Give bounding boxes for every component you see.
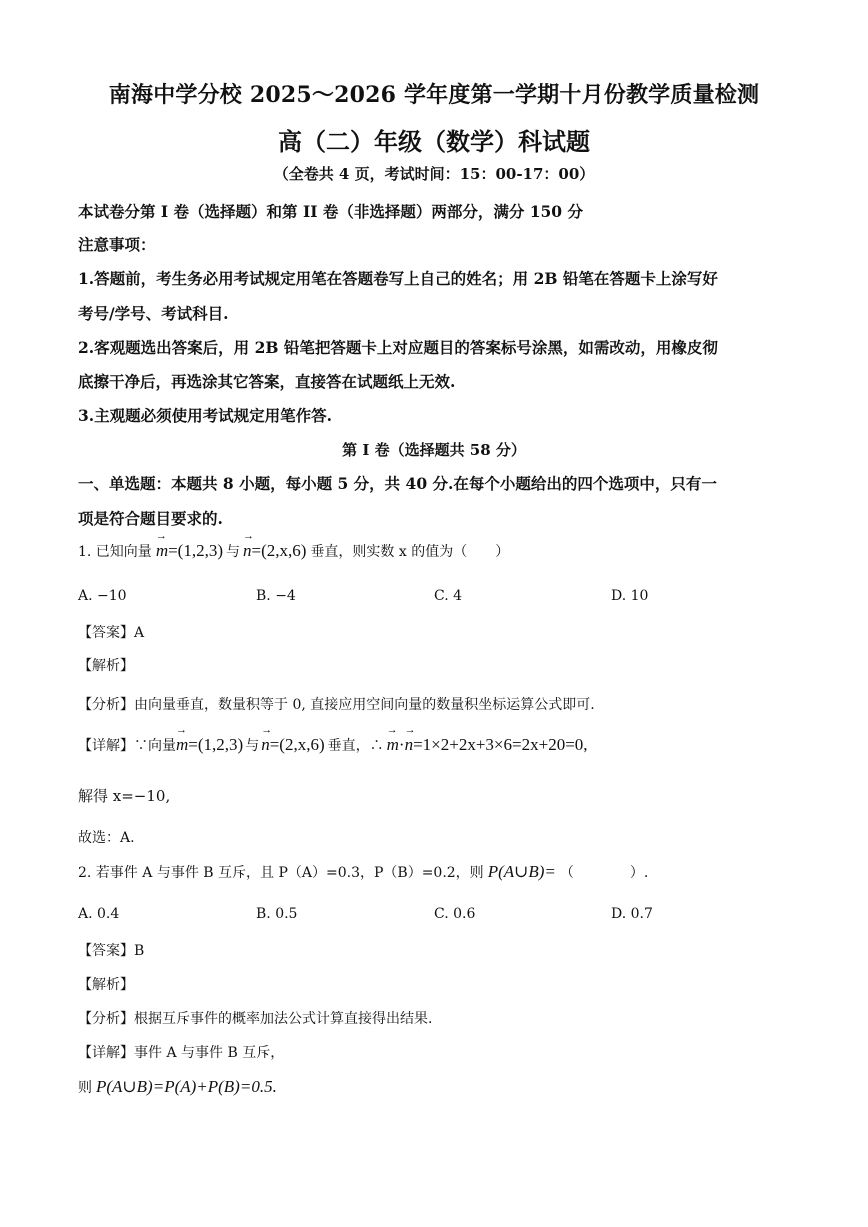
- q1-analysis: 【分析】由向量垂直，数量积等于 0, 直接应用空间向量的数量积坐标运算公式即可.: [78, 697, 595, 713]
- exam-note: （全卷共 4 页，考试时间：15：00-17：00）: [273, 165, 595, 183]
- q1-detail-m-value: =(1,2,3): [188, 735, 244, 754]
- instruction-1-line1: 1.答题前，考生务必用考试规定用笔在答题卷写上自己的姓名；用 2B 铅笔在答题卡上涂写好: [78, 269, 718, 288]
- vector-m: → m: [156, 541, 168, 561]
- vector-n-dot: → n: [405, 735, 414, 755]
- q1-detail-n-value: =(2,x,6): [269, 735, 325, 754]
- q1-n-value: =(2,x,6): [251, 541, 307, 560]
- q1-choose: 故选：A.: [78, 830, 135, 846]
- q1-detail-prefix: 【详解】∵向量: [78, 738, 176, 754]
- q1-stem: [78, 541, 509, 561]
- instruction-3: 3.主观题必须使用考试规定用笔作答.: [78, 406, 333, 425]
- q1-analysis-label: 【解析】: [78, 658, 134, 674]
- vector-m-dot: → m: [387, 735, 399, 755]
- q2-analysis: 【分析】根据互斥事件的概率加法公式计算直接得出结果.: [78, 1011, 433, 1027]
- q1-suffix: 垂直，则实数 x 的值为（ ）: [310, 544, 510, 560]
- q1-prefix: 1. 已知向量: [78, 544, 152, 560]
- q1-option-a: A. −10: [78, 588, 127, 604]
- q1-solve: 解得 x=−10,: [78, 787, 171, 805]
- q2-option-c: C. 0.6: [434, 906, 476, 922]
- q2-result: P(A∪B)=P(A)+P(B)=0.5.: [96, 1077, 277, 1096]
- section-heading-line1: 一、单选题：本题共 8 小题，每小题 5 分，共 40 分.在每个小题给出的四个选项中，只有一: [78, 474, 717, 493]
- q1-detail: [78, 735, 588, 755]
- q1-m-value: =(1,2,3): [168, 541, 224, 560]
- q1-option-b: B. −4: [256, 588, 296, 604]
- q2-stem: [78, 862, 648, 882]
- instructions-heading: 注意事项：: [78, 235, 156, 254]
- q2-result-row: [78, 1077, 277, 1097]
- instruction-1-line2: 考号/学号、考试科目.: [78, 304, 229, 323]
- q1-answer: 【答案】A: [78, 625, 145, 641]
- q1-detail-mid2: 垂直，∴: [327, 738, 384, 754]
- exam-title: 南海中学分校 2025～2026 学年度第一学期十月份教学质量检测: [108, 82, 760, 108]
- vector-m-detail: → m: [176, 735, 188, 755]
- q2-option-a: A. 0.4: [78, 906, 120, 922]
- part1-title: 第 I 卷（选择题共 58 分）: [342, 441, 526, 459]
- q2-option-d: D. 0.7: [611, 906, 653, 922]
- section-heading-line2: 项是符合题目要求的.: [78, 509, 223, 528]
- q2-stem-text: 2. 若事件 A 与事件 B 互斥，且 P（A）=0.3，P（B）=0.2，则: [78, 865, 484, 881]
- q1-option-d: D. 10: [611, 588, 649, 604]
- q2-blank: （ ）.: [559, 865, 649, 881]
- q2-option-b: B. 0.5: [256, 906, 298, 922]
- q1-dot: ·: [398, 735, 405, 754]
- q2-formula: P(A∪B)=: [487, 862, 556, 881]
- q1-mid: 与: [226, 544, 241, 560]
- instruction-2-line2: 底擦干净后，再选涂其它答案，直接答在试题纸上无效.: [78, 372, 456, 391]
- q1-detail-mid: 与: [245, 738, 260, 754]
- q1-option-c: C. 4: [434, 588, 463, 604]
- q2-detail: 【详解】事件 A 与事件 B 互斥，: [78, 1045, 285, 1061]
- vector-n-detail: → n: [261, 735, 270, 755]
- vector-n: → n: [243, 541, 252, 561]
- exam-subtitle: 高（二）年级（数学）科试题: [278, 127, 590, 156]
- instruction-2-line1: 2.客观题选出答案后，用 2B 铅笔把答题卡上对应题目的答案标号涂黑，如需改动，用橡皮彻: [78, 338, 718, 357]
- q2-analysis-label: 【解析】: [78, 977, 134, 993]
- instructions-intro: 本试卷分第 I 卷（选择题）和第 II 卷（非选择题）两部分，满分 150 分: [78, 202, 583, 221]
- q2-result-prefix: 则: [78, 1080, 92, 1096]
- q2-answer: 【答案】B: [78, 943, 145, 959]
- q1-detail-calc: =1×2+2x+3×6=2x+20=0,: [413, 735, 588, 754]
